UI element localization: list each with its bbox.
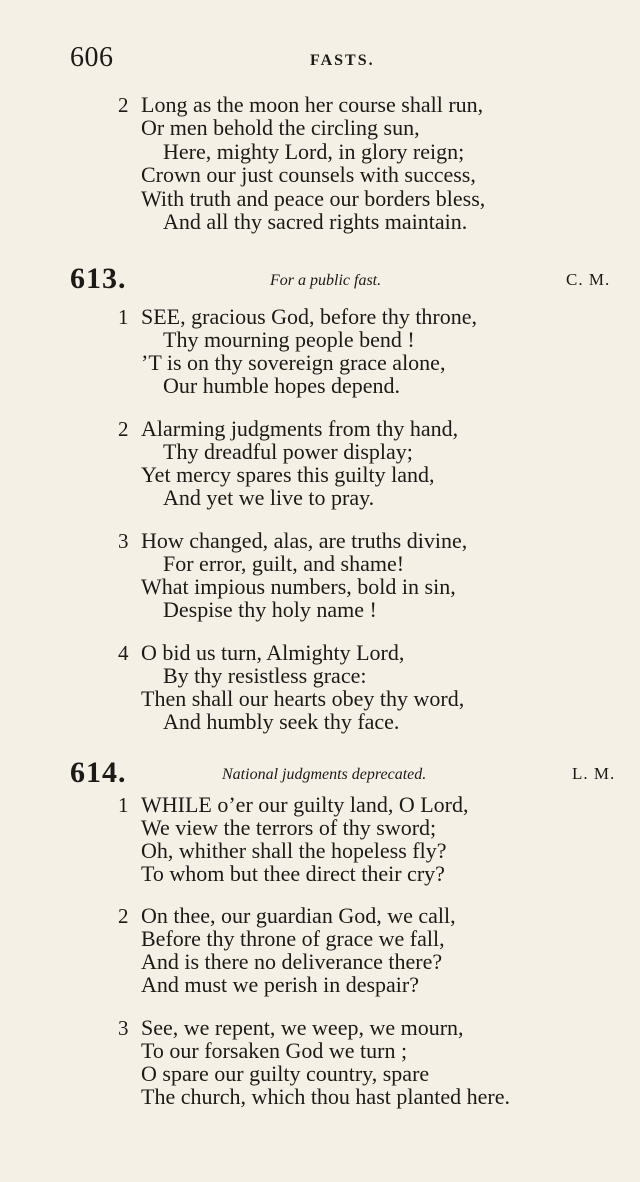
verse-line: Crown our just counsels with success, <box>141 162 476 187</box>
verse-line: Thy dreadful power display; <box>163 439 413 464</box>
verse-line: The church, which thou hast planted here. <box>141 1084 510 1109</box>
page-header <box>70 42 610 78</box>
stanza-number: 1 <box>118 793 129 817</box>
verse-line: Thy mourning people bend ! <box>163 327 415 352</box>
running-title: FASTS. <box>310 52 375 69</box>
stanza-number: 2 <box>118 904 129 928</box>
hymn-meter: L. M. <box>572 764 616 783</box>
verse-line: To our forsaken God we turn ; <box>141 1038 408 1063</box>
verse-line: O bid us turn, Almighty Lord, <box>141 640 405 665</box>
verse-line: Long as the moon her course shall run, <box>141 92 484 117</box>
verse-line: SEE, gracious God, before thy throne, <box>141 304 478 329</box>
stanza-number: 1 <box>118 305 129 329</box>
stanza-number: 3 <box>118 529 129 553</box>
verse-line: And yet we live to pray. <box>163 485 375 510</box>
verse-line: See, we repent, we weep, we mourn, <box>141 1015 464 1040</box>
verse-line: To whom but thee direct their cry? <box>141 861 445 886</box>
verse-line: On thee, our guardian God, we call, <box>141 903 456 928</box>
verse-line: By thy resistless grace: <box>163 663 367 688</box>
verse-line: We view the terrors of thy sword; <box>141 815 437 840</box>
hymn-number: 613. <box>70 262 127 295</box>
verse-line: Before thy throne of grace we fall, <box>141 926 445 951</box>
verse-line: How changed, alas, are truths divine, <box>141 528 468 553</box>
verse-line: Or men behold the circling sun, <box>141 115 420 140</box>
verse-line: Yet mercy spares this guilty land, <box>141 462 435 487</box>
verse-line: And must we perish in despair? <box>141 972 419 997</box>
verse-line: For error, guilt, and shame! <box>163 551 405 576</box>
hymn-title: For a public fast. <box>270 272 382 289</box>
verse-line: Despise thy holy name ! <box>163 597 377 622</box>
hymn-meter: C. M. <box>566 270 611 289</box>
verse-line: And humbly seek thy face. <box>163 709 400 734</box>
verse-line: ’T is on thy sovereign grace alone, <box>141 350 446 375</box>
verse-line: And all thy sacred rights maintain. <box>163 209 468 234</box>
verse-line: And is there no deliverance there? <box>141 949 443 974</box>
hymn-613-heading <box>0 262 640 296</box>
hymn-number: 614. <box>70 756 127 789</box>
verse-line: With truth and peace our borders bless, <box>141 186 486 211</box>
hymn-614-heading <box>0 756 640 790</box>
verse-line: What impious numbers, bold in sin, <box>141 574 456 599</box>
verse-line: WHILE o’er our guilty land, O Lord, <box>141 792 469 817</box>
stanza-number: 4 <box>118 641 129 665</box>
verse-line: Here, mighty Lord, in glory reign; <box>163 139 465 164</box>
verse-line: Our humble hopes depend. <box>163 373 401 398</box>
hymn-title: National judgments deprecated. <box>222 766 427 783</box>
verse-line: O spare our guilty country, spare <box>141 1061 430 1086</box>
stanza-number: 2 <box>118 93 129 117</box>
stanza-number: 3 <box>118 1016 129 1040</box>
stanza-number: 2 <box>118 417 129 441</box>
verse-line: Oh, whither shall the hopeless fly? <box>141 838 447 863</box>
verse-line: Alarming judgments from thy hand, <box>141 416 459 441</box>
page-number: 606 <box>70 42 114 73</box>
verse-line: Then shall our hearts obey thy word, <box>141 686 465 711</box>
